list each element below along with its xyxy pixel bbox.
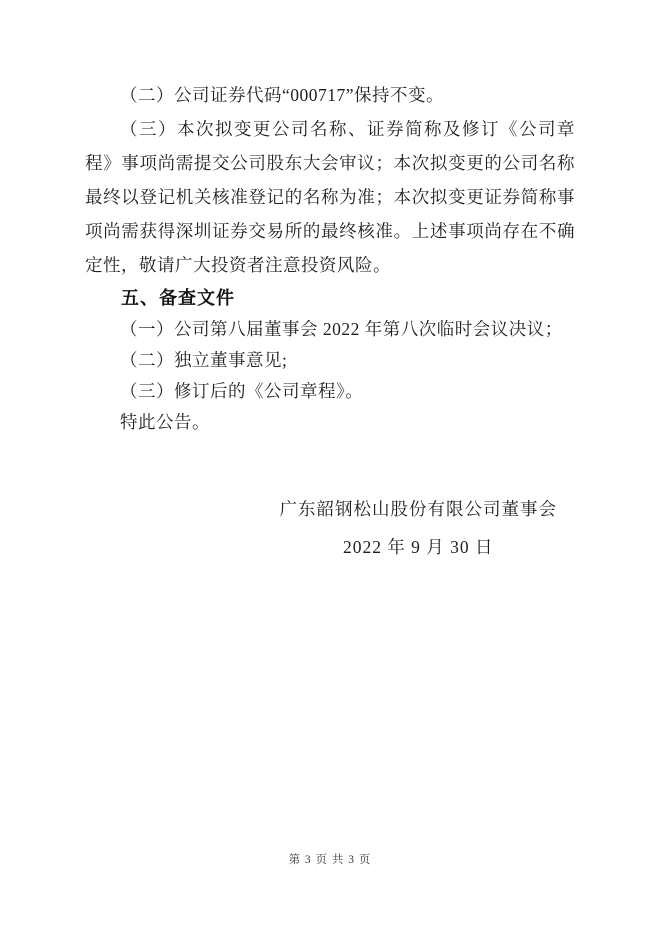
closing-announcement-line: 特此公告。	[120, 412, 210, 432]
signature-company-name: 广东韶钢松山股份有限公司董事会	[279, 499, 557, 519]
list-item-board-resolution: （一）公司第八届董事会 2022 年第八次临时会议决议；	[120, 319, 563, 339]
list-item-revised-articles: （三）修订后的《公司章程》。	[120, 381, 364, 401]
page-number-footer: 第 3 页 共 3 页	[288, 854, 372, 866]
signature-date: 2022 年 9 月 30 日	[342, 537, 494, 557]
section-heading-reference-documents: 五、备查文件	[121, 288, 235, 308]
signature-block	[280, 494, 558, 561]
paragraph-name-change-approval: （三）本次拟变更公司名称、证券简称及修订《公司章程》事项尚需提交公司股东大会审议；本次拟变更的公司名称最终以登记机关核准登记的名称为准；本次拟变更证券简称事项尚需获得深圳证券交易所的最终核准。上述事项尚存在不确定性，敬请广大投资者注意投资风险。	[85, 119, 575, 275]
paragraph-stock-code: （二）公司证券代码“000717”保持不变。	[120, 85, 445, 105]
list-item-independent-director-opinion: （二）独立董事意见;	[120, 350, 288, 370]
